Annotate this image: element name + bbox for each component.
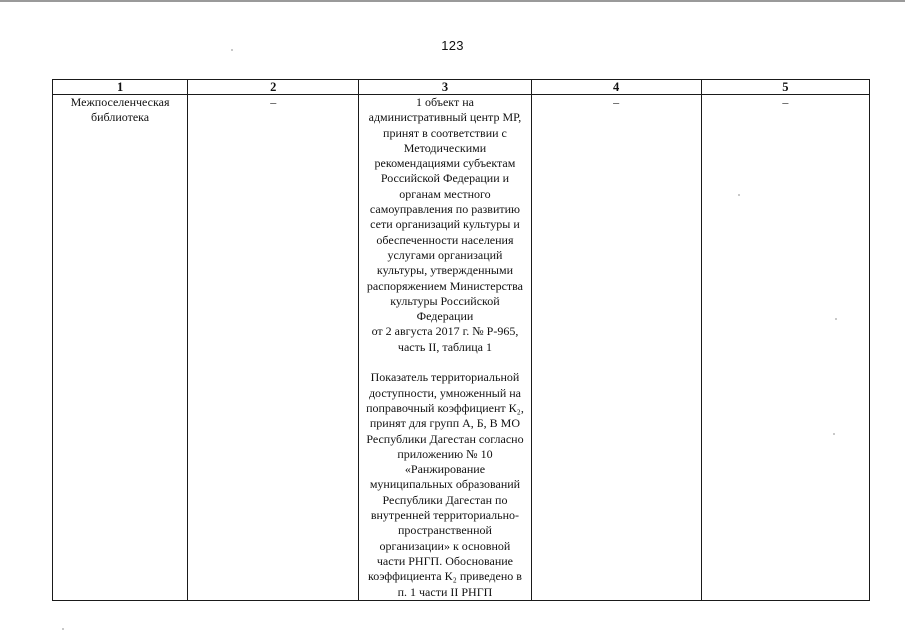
data-table xyxy=(52,79,870,601)
table-row xyxy=(53,95,870,601)
column-header-5: 5 xyxy=(701,80,869,95)
cell-col2-dash: – xyxy=(188,95,359,601)
scan-top-edge xyxy=(0,0,905,2)
scan-speck xyxy=(833,433,835,435)
cell-object-name: Межпоселенческая библиотека xyxy=(53,95,188,601)
table-header-row xyxy=(53,80,870,95)
scan-speck xyxy=(738,194,740,196)
cell-col3-justification: 1 объект на административный центр МР, принят в соответствии с Методическими рекомендациями субъектам Российской Федерации и органам местного самоуправления по развитию сети организаций культуры и обеспеченности населения услугами организаций культуры, утвержденными распоряжением Министерства культуры Российской Федерации от 2 августа 2017 г. № Р-965, часть II, таблица 1 Показатель территориальной доступности, умноженный на поправочный коэффициент К₂, принят для групп А, Б, В МО Республики Дагестан согласно приложению № 10 «Ранжирование муниципальных образований Республики Дагестан по внутренней территориально- пространственной организации» к основной части РНГП. Обоснование коэффициента К₂ приведено в п. 1 части II РНГП xyxy=(359,95,531,601)
column-header-1: 1 xyxy=(53,80,188,95)
cell-col5-dash: – xyxy=(701,95,869,601)
page-number: 123 xyxy=(441,38,464,53)
scan-speck xyxy=(62,628,64,630)
cell-col4-dash: – xyxy=(531,95,701,601)
scan-speck xyxy=(835,318,837,320)
column-header-2: 2 xyxy=(188,80,359,95)
column-header-3: 3 xyxy=(359,80,531,95)
scan-speck xyxy=(231,49,233,51)
column-header-4: 4 xyxy=(531,80,701,95)
